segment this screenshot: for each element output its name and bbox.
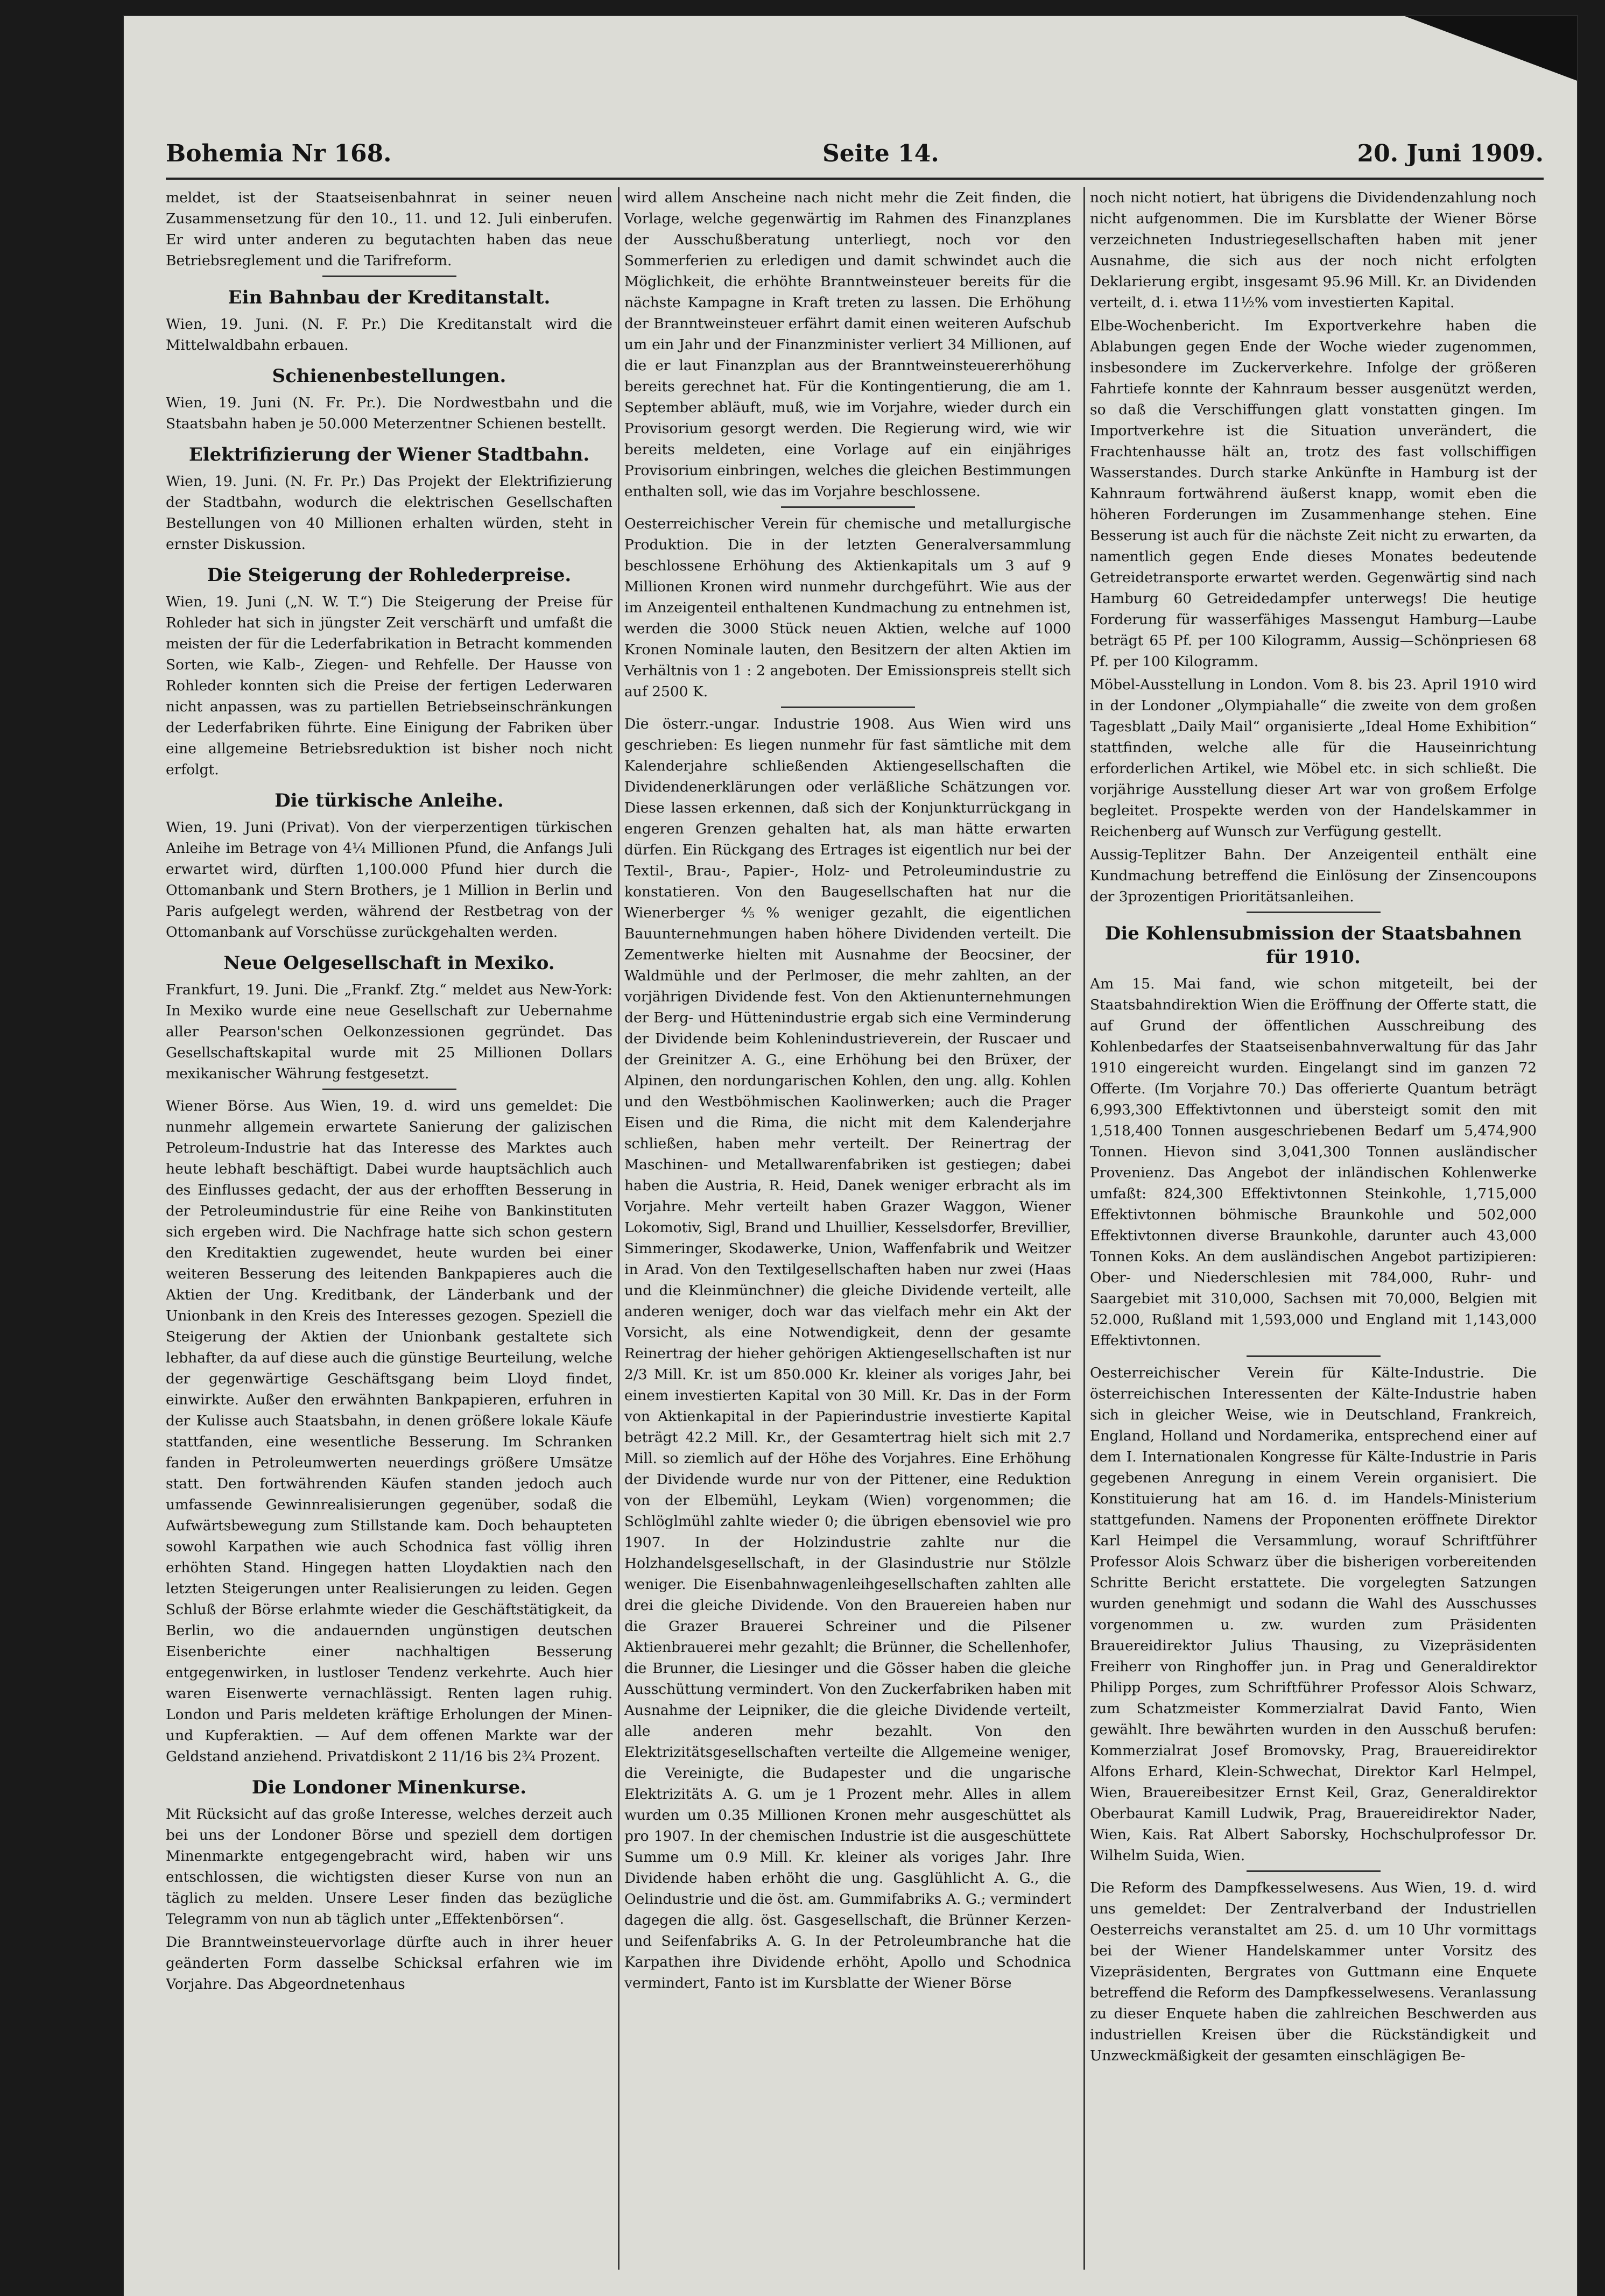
article-paragraph: Wiener Börse. Aus Wien, 19. d. wird uns gemeldet: Die nunmehr allgemein erwartete Sanierung der galizischen Petroleum-Industrie hat das Interesse des Marktes auch heute lebhaft beschäftigt. Dabei wurde hauptsächlich auch des Einflusses gedacht, der aus der erhofften Besserung in der Petroleumindustrie für eine Reihe von Bankinstituten sich ergeben wird. Die Nachfrage hatte sich schon gestern den Kreditaktien zugewendet, heute wurden bei einer weiteren Besserung des leitenden Bankpapieres auch die Aktien der Ung. Kreditbank, der Länderbank und der Unionbank in den Kreis des Interesses gezogen. Speziell die Steigerung der Aktien der Unionbank gestaltete sich lebhafter, da auf diese auch die günstige Beurteilung, welche der gegenwärtige Geschäftsgang beim Lloyd findet, einwirkte. Außer den erwähnten Bankpapieren, erfuhren in der Kulisse auch Staatsbahn, in denen größere lokale Käufe stattfanden, eine wesentliche Besserung. Im Schranken fanden in Petroleumwerten neuerdings größere Umsätze statt. Den fortwährenden Käufen standen jedoch auch umfassende Gewinnrealisierungen gegenüber, sodaß die Aufwärtsbewegung zum Stillstande kam. Doch behaupteten sowohl Karpathen wie auch Schodnica fast völlig ihren erhöhten Stand. Hingegen hatten Lloydaktien nach den letzten Steigerungen unter Realisierungen zu leiden. Gegen Schluß der Börse erlahmte wieder die Geschäftstätigkeit, da Berlin, wo die andauernden ungünstigen deutschen Eisenberichte einer nachhaltigen Besserung entgegenwirken, in lustloser Tendenz verkehrte. Auch hier waren Eisenwerte vernachlässigt. Renten lagen ruhig. London und Paris meldeten kräftige Erholungen der Minen- und Kupferaktien. — Auf dem offenen Markte war der Geldstand anziehend. Privatdiskont 2 11/16 bis 2¾ Prozent.	[166, 1098, 613, 1765]
article-paragraph: Wien, 19. Juni. (N. Fr. Pr.) Das Projekt der Elektrifizierung der Stadtbahn, wodurch die elektrischen Gesellschaften Bestellungen von 40 Millionen erhalten würden, steht in ernster Diskussion.	[166, 473, 613, 553]
article-paragraph: meldet, ist der Staatseisenbahnrat in seiner neuen Zusammensetzung für den 10., 11. und 12. Juli einberufen. Er wird unter anderen zu begutachten haben das neue Betriebsreglement und die Tarifreform.	[166, 189, 613, 269]
separator	[1247, 1355, 1381, 1357]
newspaper-page	[124, 16, 1577, 2296]
article-paragraph: Wien, 19. Juni. (N. F. Pr.) Die Kreditanstalt wird die Mittelwaldbahn erbauen.	[166, 316, 613, 354]
article-paragraph: Die österr.-ungar. Industrie 1908. Aus Wien wird uns geschrieben: Es liegen nunmehr für fast sämtliche mit dem Kalenderjahre schließenden Aktiengesellschaften die Dividendenerklärungen oder verläßliche Schätzungen vor. Diese lassen erkennen, daß sich der Konjunkturrückgang in engeren Grenzen gehalten hat, als man hätte erwarten dürfen. Ein Rückgang des Ertrages ist eigentlich nur bei der Textil-, Brau-, Papier-, Holz- und Petroleumindustrie zu konstatieren. Von den Baugesellschaften hat nur die Wienerberger ⅘% weniger gezahlt, die eigentlichen Bauunternehmungen haben höhere Dividenden verteilt. Die Zementwerke hielten mit Ausnahme der Beocsiner, der Waldmühle und der Perlmoser, die mehr zahlten, an der vorjährigen Dividende fest. Von den Aktienunternehmungen der Berg- und Hüttenindustrie ergab sich eine Verminderung der Dividende beim Kohlenindustrieverein, der Ruscaer und der Greinitzer A. G., eine Erhöhung bei den Brüxer, der Alpinen, den nordungarischen Kohlen, den ung. allg. Kohlen und den Westböhmischen Kaolinwerken; auch die Prager Eisen und die Rima, die nicht mit dem Kalenderjahre schließen, haben mehr verteilt. Der Reinertrag der Maschinen- und Metallwarenfabriken ist gestiegen; dabei haben die Austria, R. Heid, Danek weniger erbracht als im Vorjahre. Mehr verteilt haben Grazer Waggon, Wiener Lokomotiv, Sigl, Brand und Lhuillier, Kesselsdorfer, Brevillier, Simmeringer, Skodawerke, Union, Waffenfabrik und Weitzer in Arad. Von den Textilgesellschaften haben nur zwei (Haas und die Kleinmünchner) die gleiche Dividende verteilt, alle anderen weniger, doch war das vielfach mehr ein Akt der Vorsicht, als eine Notwendigkeit, denn der gesamte Reinertrag der hieher gehörigen Aktiengesellschaften ist nur 2/3 Mill. Kr. ist um 850.000 Kr. kleiner als voriges Jahr, bei einem investierten Kapital von 30 Mill. Kr. Das in der Form von Aktienkapital in der Papierindustrie investierte Kapital beträgt 42.2 Mill. Kr., der Gesamtertrag hielt sich mit 2.7 Mill. so ziemlich auf der Höhe des Vorjahres. Eine Erhöhung der Dividende wurde nur von der Pittener, eine Reduktion von der Elbemühl, Leykam (Wien) vorgenommen; die Schlöglmühl zahlte wieder 0; die übrigen ebensoviel wie pro 1907. In der Holzindustrie zahlte nur die Holzhandelsgesellschaft, in der Glasindustrie nur Stölzle weniger. Die Eisenbahnwagenleihgesellschaften zahlten alle drei die gleiche Dividende. Von den Brauereien haben nur die Grazer Brauerei Schreiner und die Pilsener Aktienbrauerei mehr gezahlt; die Brünner, die Schellenhofer, die Brunner, die Liesinger und die Gösser haben die gleiche Ausschüttung vermindert. Von den Zuckerfabriken haben mit Ausnahme der Leipniker, die die gleiche Dividende verteilt, alle anderen mehr bezahlt. Von den Elektrizitätsgesellschaften verteilte die Allgemeine weniger, die Vereinigte, die Budapester und die ungarische Elektrizitäts A. G. um je 1 Prozent mehr. Alles in allem wurden um 0.35 Millionen Kronen mehr ausgeschüttet als pro 1907. In der chemischen Industrie ist die ausgeschüttete Summe um 0.9 Mill. Kr. kleiner als voriges Jahr. Ihre Dividende haben erhöht die ung. Gasglühlicht A. G., die Oelindustrie und die öst. am. Gummifabriks A. G.; vermindert dagegen die allg. öst. Gasgesellschaft, die Brünner Kerzen- und Seifenfabriks A. G. In der Petroleumbranche hat die Karpathen ihre Dividende erhöht, Apollo und Schodnica vermindert, Fanto ist im Kursblatte der Wiener Börse	[624, 716, 1071, 1991]
article-heading: Die Kohlensubmission der Staatsbahnen für 1910.	[1104, 923, 1522, 968]
article-paragraph: Wien, 19. Juni (N. Fr. Pr.). Die Nordwestbahn und die Staatsbahn haben je 50.000 Meterzentner Schienen bestellt.	[166, 394, 613, 432]
column-rule-1	[618, 187, 620, 2270]
article-heading: Die Steigerung der Rohlederpreise.	[207, 564, 572, 586]
page-header	[166, 140, 1544, 178]
separator	[781, 707, 915, 708]
column-2	[624, 187, 1071, 2270]
article-heading: Die Londoner Minenkurse.	[251, 1777, 527, 1798]
header-date: 20. Juni 1909.	[1357, 140, 1544, 167]
separator	[1247, 1870, 1381, 1872]
article-heading: Die türkische Anleihe.	[274, 790, 504, 811]
header-page-number: Seite 14.	[822, 140, 939, 167]
article-paragraph: Am 15. Mai fand, wie schon mitgeteilt, bei der Staatsbahndirektion Wien die Eröffnung der Offerte statt, die auf Grund der öffentlichen Ausschreibung des Kohlenbedarfes der Staatseisenbahnverwaltung für das Jahr 1910 eingereicht wurden. Eingelangt sind im ganzen 72 Offerte. (Im Vorjahre 70.) Das offerierte Quantum beträgt 6,993,300 Effektivtonnen und übersteigt somit den mit 1,518,400 Tonnen ausgeschriebenen Bedarf um 5,474,900 Tonnen. Hievon sind 3,041,300 Tonnen ausländischer Provenienz. Das Angebot der inländischen Kohlenwerke umfaßt: 824,300 Effektivtonnen Steinkohle, 1,715,000 Effektivtonnen böhmische Braunkohle und 502,000 Effektivtonnen diverse Braunkohle, darunter auch 43,000 Tonnen Koks. An dem ausländischen Angebot partizipieren: Ober- und Niederschlesien mit 784,000, Ruhr- und Saargebiet mit 310,000, Sachsen mit 70,000, Belgien mit 52.000, Rußland mit 1,593,000 und England mit 1,143,000 Effektivtonnen.	[1090, 976, 1537, 1349]
article-paragraph: Möbel-Ausstellung in London. Vom 8. bis 23. April 1910 wird in der Londoner „Olympiahalle“ die zweite von dem großen Tagesblatt „Daily Mail“ organisierte „Ideal Home Exhibition“ stattfinden, welche alle für die Hauseinrichtung erforderlichen Artikel, wie Möbel etc. in sich schließt. Die vorjährige Ausstellung dieser Art war von großem Erfolge begleitet. Prospekte werden von der Handelskammer in Reichenberg auf Wunsch zur Verfügung gestellt.	[1090, 676, 1537, 840]
separator	[322, 275, 456, 277]
column-rule-2	[1083, 187, 1085, 2270]
article-paragraph: Elbe-Wochenbericht. Im Exportverkehre haben die Ablabungen gegen Ende der Woche wieder zugenommen, insbesondere im Zuckerverkehre. Infolge der größeren Fahrtiefe konnte der Kahnraum besser ausgenützt werden, so daß die Verschiffungen glatt vonstatten gingen. Im Importverkehre ist die Situation unverändert, die Frachtenhausse hält an, trotz des fast vollschiffigen Wasserstandes. Durch starke Ankünfte in Hamburg ist der Kahnraum fortwährend äußerst knapp, womit eben die höheren Forderungen im Zusammenhange stehen. Eine Besserung ist auch für die nächste Zeit nicht zu erwarten, da namentlich gegen Ende dieses Monates bedeutende Getreidetransporte erwartet werden. Gegenwärtig sind nach Hamburg 60 Getreidedampfer unterwegs! Die heutige Forderung für wasserfähiges Massengut Hamburg—Laube beträgt 65 Pf. per 100 Kilogramm, Aussig—Schönpriesen 68 Pf. per 100 Kilogramm.	[1090, 317, 1537, 670]
article-paragraph: Aussig-Teplitzer Bahn. Der Anzeigenteil enthält eine Kundmachung betreffend die Einlösung der Zinsencoupons der 3prozentigen Prioritätsanleihen.	[1090, 846, 1537, 905]
article-paragraph: Wien, 19. Juni („N. W. T.“) Die Steigerung der Preise für Rohleder hat sich in jüngster Zeit verschärft und umfaßt die meisten der für die Lederfabrikation in Betracht kommenden Sorten, wie Kalb-, Ziegen- und Rehfelle. Der Hausse von Rohleder konnten sich die Preise der fertigen Lederwaren nicht anpassen, was zu partiellen Betriebseinschränkungen der Lederfabriken führte. Eine Einigung der Fabriken über eine allgemeine Betriebsreduktion ist bisher noch nicht erfolgt.	[166, 594, 613, 778]
article-heading: Schienenbestellungen.	[272, 365, 506, 387]
article-heading: Neue Oelgesellschaft in Mexiko.	[223, 952, 555, 974]
column-3	[1090, 187, 1537, 2270]
article-heading: Elektrifizierung der Wiener Stadtbahn.	[188, 444, 590, 465]
separator	[781, 506, 915, 508]
article-paragraph: Wien, 19. Juni (Privat). Von der vierperzentigen türkischen Anleihe im Betrage von 4¼ Millionen Pfund, die Anfangs Juli erwartet wird, dürften 1,100.000 Pfund hier durch die Ottomanbank und Stern Brothers, je 1 Million in Berlin und Paris aufgelegt werden, während der Restbetrag von der Ottomanbank auf Vorschüsse zurückgehalten werden.	[166, 819, 613, 941]
article-paragraph: Oesterreichischer Verein für chemische und metallurgische Produktion. Die in der letzten Generalversammlung beschlossene Erhöhung des Aktienkapitals um 3 auf 9 Millionen Kronen wird nunmehr durchgeführt. Wie aus der im Anzeigenteil enthaltenen Kundmachung zu entnehmen ist, werden die 3000 Stück neuen Aktien, welche auf 1000 Kronen Nominale lauten, den Besitzern der alten Aktien im Verhältnis von 1 : 2 angeboten. Der Emissionspreis stellt sich auf 2500 K.	[624, 515, 1071, 700]
article-paragraph: Frankfurt, 19. Juni. Die „Frankf. Ztg.“ meldet aus New-York: In Mexiko wurde eine neue Gesellschaft zur Uebernahme aller Pearson'schen Oelkonzessionen gegründet. Das Gesellschaftskapital wurde mit 25 Millionen Dollars mexikanischer Währung festgesetzt.	[166, 981, 613, 1082]
separator	[1247, 912, 1381, 913]
article-paragraph: Die Reform des Dampfkesselwesens. Aus Wien, 19. d. wird uns gemeldet: Der Zentralverband der Industriellen Oesterreichs veranstaltet am 25. d. um 10 Uhr vormittags bei der Wiener Handelskammer unter Vorsitz des Vizepräsidenten, Bergrates von Guttmann eine Enquete betreffend die Reform des Dampfkesselwesens. Veranlassung zu dieser Enquete haben die zahlreichen Beschwerden aus industriellen Kreisen über die Rückständigkeit und Unzweckmäßigkeit der gesamten einschlägigen Be-	[1090, 1880, 1537, 2064]
article-heading: Ein Bahnbau der Kreditanstalt.	[228, 287, 551, 308]
article-paragraph: noch nicht notiert, hat übrigens die Dividendenzahlung noch nicht aufgenommen. Die im Kursblatte der Wiener Börse verzeichneten Industriegesellschaften haben mit jener Ausnahme, die sich aus der noch nicht erfolgten Deklarierung ergibt, insgesamt 95.96 Mill. Kr. an Dividenden verteilt, d. i. etwa 11½% vom investierten Kapital.	[1090, 189, 1537, 311]
folded-corner	[1405, 16, 1577, 81]
separator	[322, 1089, 456, 1090]
column-1	[166, 187, 613, 2270]
article-paragraph: Oesterreichischer Verein für Kälte-Industrie. Die österreichischen Interessenten der Kälte-Industrie haben sich in gleicher Weise, wie in Deutschland, Frankreich, England, Holland und Nordamerika, entsprechend einer auf dem I. Internationalen Kongresse für Kälte-Industrie in Paris gegebenen Anregung in einem Verein organisiert. Die Konstituierung hat am 16. d. im Handels-Ministerium stattgefunden. Namens der Proponenten eröffnete Direktor Karl Heimpel die Versammlung, worauf Schriftführer Professor Alois Schwarz über die bisherigen vorbereitenden Schritte Bericht erstattete. Die vorgelegten Satzungen wurden genehmigt und sodann die Wahl des Ausschusses vorgenommen u. zw. wurden zum Präsidenten Brauereidirektor Julius Thausing, zu Vizepräsidenten Freiherr von Ringhoffer jun. in Prag und Generaldirektor Philipp Porges, zum Schriftführer Professor Alois Schwarz, zum Schatzmeister Kommerzialrat David Fanto, Wien gewählt. Ihre bewährten wurden in den Ausschuß berufen: Kommerzialrat Josef Bromovsky, Prag, Brauereidirektor Alfons Erhard, Klein-Schwechat, Direktor Karl Helmpel, Wien, Brauereibesitzer Ernst Keil, Graz, Generaldirektor Oberbaurat Kamill Ludwik, Prag, Brauereidirektor Nader, Wien, Kais. Rat Albert Saborsky, Hochschulprofessor Dr. Wilhelm Suida, Wien.	[1090, 1365, 1537, 1864]
article-paragraph: Mit Rücksicht auf das große Interesse, welches derzeit auch bei uns der Londoner Börse und speziell dem dortigen Minenmarkte entgegengebracht wird, haben wir uns entschlossen, die wichtigsten dieser Kurse von nun an täglich zu melden. Unsere Leser finden das bezügliche Telegramm von nun ab täglich unter „Effektenbörsen“.	[166, 1806, 613, 1927]
article-paragraph: wird allem Anscheine nach nicht mehr die Zeit finden, die Vorlage, welche gegenwärtig im Rahmen des Finanzplanes der Ausschußberatung unterliegt, noch vor den Sommerferien zu erledigen und damit schwindet auch die Möglichkeit, die erhöhte Branntweinsteuer bereits für die nächste Kampagne in Kraft treten zu lassen. Die Erhöhung der Branntweinsteuer erfährt damit einen weiteren Aufschub um ein Jahr und der Finanzminister verliert 34 Millionen, auf die er laut Finanzplan aus der Branntweinsteuererhöhung bereits gerechnet hat. Für die Kontingentierung, die am 1. September abläuft, muß, wie im Vorjahre, wieder durch ein Provisorium gesorgt werden. Die Regierung wird, wie wir bereits meldeten, eine Vorlage auf ein einjähriges Provisorium einbringen, welches die gleichen Bestimmungen enthalten soll, wie das im Vorjahre beschlossene.	[624, 189, 1071, 500]
article-paragraph: Die Branntweinsteuervorlage dürfte auch in ihrer heuer geänderten Form dasselbe Schicksal erfahren wie im Vorjahre. Das Abgeordnetenhaus	[166, 1934, 613, 1993]
header-masthead: Bohemia Nr 168.	[166, 140, 392, 167]
header-rule	[166, 178, 1544, 180]
